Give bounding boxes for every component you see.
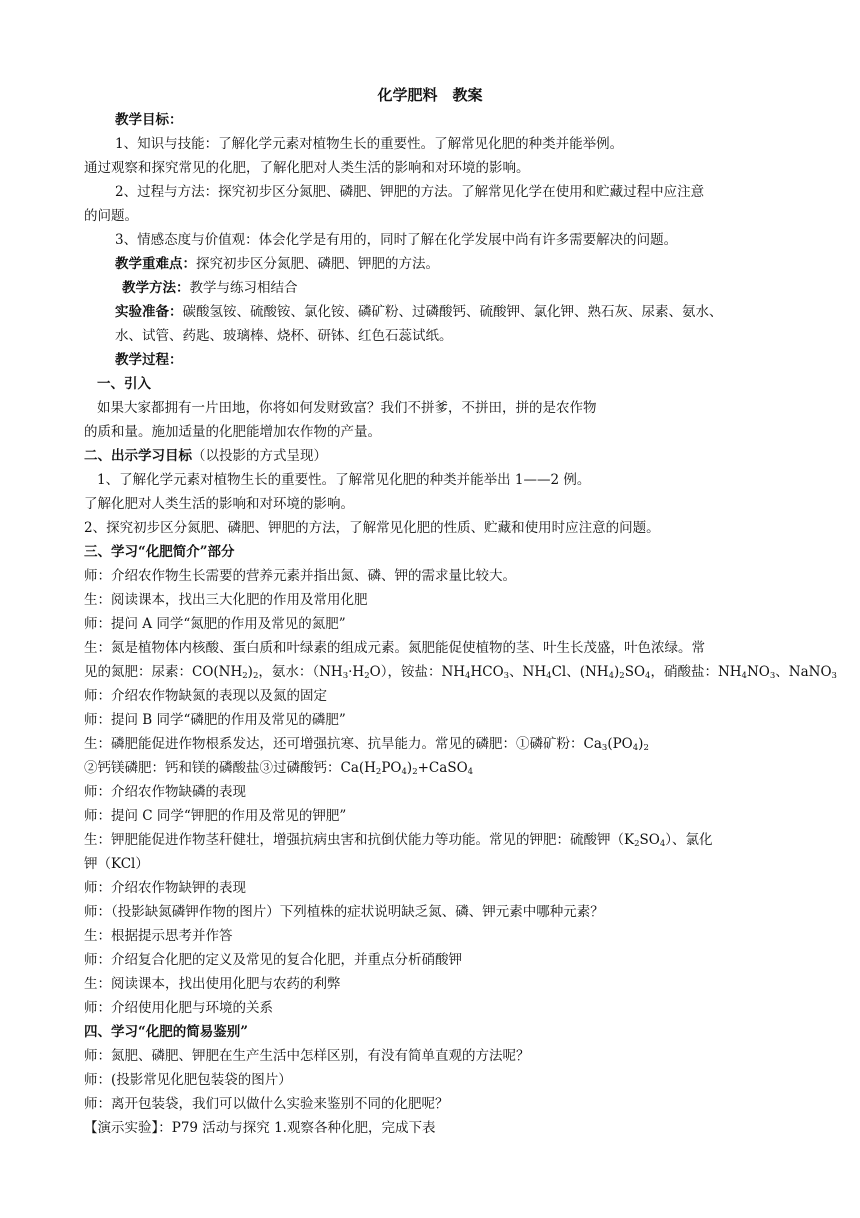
paragraph-10: 师：介绍农作物缺磷的表现 — [84, 784, 246, 800]
teaching-method-label: 教学方法： — [122, 280, 190, 296]
section-1-line-2: 的质和量。施加适量的化肥能增加农作物的产量。 — [84, 424, 381, 440]
goal-1-line-1: 1、知识与技能：了解化学元素对植物生长的重要性。了解常见化肥的种类并能举例。 — [115, 136, 624, 152]
key-points-label: 教学重难点： — [115, 256, 196, 272]
experiment-prep — [115, 300, 800, 324]
phosphate-intro: 生：磷肥能促进作物根系发达，还可增强抗寒、抗旱能力。常见的磷肥：①磷矿粉： — [84, 736, 584, 752]
experiment-prep-text-1: 碳酸氢铵、硫酸铵、氯化铵、磷矿粉、过磷酸钙、硫酸钾、氯化钾、熟石灰、尿素、氨水、 — [182, 304, 723, 320]
demo-experiment-label: 【演示实验】： — [84, 1120, 172, 1136]
potassium-line-end: ）、氯化 — [665, 832, 713, 848]
paragraph-21: 师：(投影常见化肥包装袋的图片） — [84, 1072, 292, 1088]
section-1-line-1: 如果大家都拥有一片田地，你将如何发财致富？我们不拼爹，不拼田，拼的是农作物 — [97, 400, 597, 416]
section-1-heading: 一、引入 — [97, 376, 151, 392]
paragraph-15: 师：（投影缺氮磷钾作物的图片）下列植株的症状说明缺乏氮、磷、钾元素中哪种元素？ — [84, 904, 604, 920]
key-points-text: 探究初步区分氮肥、磷肥、钾肥的方法。 — [196, 256, 439, 272]
phosphate-rock-formula: $Ca_3(PO_4)_2$ — [583, 736, 649, 753]
paragraph-19: 师：介绍使用化肥与环境的关系 — [84, 1000, 273, 1016]
key-points — [115, 252, 800, 276]
paragraph-4: 生：氮是植物体内核酸、蛋白质和叶绿素的组成元素。氮肥能促使植物的茎、叶生长茂盛，叶色浓绿。常 — [84, 640, 705, 656]
teaching-method — [122, 276, 800, 300]
page-title: 化学肥料 教案 — [377, 86, 483, 104]
paragraph-2: 生：阅读课本，找出三大化肥的作用及常用化肥 — [84, 592, 368, 608]
section-2-note: （以投影的方式呈现） — [192, 448, 327, 464]
superphosphate-intro: ②钙镁磷肥：钙和镁的磷酸盐③过磷酸钙： — [84, 760, 341, 776]
goals-heading: 教学目标： — [115, 112, 183, 128]
process-heading: 教学过程： — [115, 352, 183, 368]
goal-3: 3、情感态度与价值观：体会化学是有用的，同时了解在化学发展中尚有许多需要解决的问题。 — [115, 232, 678, 248]
paragraph-22: 师：离开包装袋，我们可以做什么实验来鉴别不同的化肥呢？ — [84, 1096, 449, 1112]
demo-experiment-text: P79 活动与探究 1.观察各种化肥，完成下表 — [171, 1120, 436, 1136]
phosphate-fertilizer-line — [84, 732, 800, 756]
potassium-fertilizer-line — [84, 828, 800, 852]
experiment-prep-label: 实验准备： — [115, 304, 183, 320]
paragraph-13: 钾（KCl） — [84, 856, 149, 872]
paragraph-18: 生：阅读课本，找出使用化肥与农药的利弊 — [84, 976, 341, 992]
goal-1-line-2: 通过观察和探究常见的化肥，了解化肥对人类生活的影响和对环境的影响。 — [84, 160, 530, 176]
superphosphate-line — [84, 756, 800, 780]
demo-experiment-line — [84, 1116, 800, 1140]
paragraph-20: 师：氮肥、磷肥、钾肥在生产生活中怎样区别，有没有简单直观的方法呢？ — [84, 1048, 530, 1064]
section-2-heading: 二、出示学习目标 — [84, 448, 192, 464]
paragraph-7: 师：提问 B 同学“磷肥的作用及常见的磷肥” — [84, 712, 346, 728]
nitrogen-fertilizer-list — [84, 660, 837, 684]
experiment-prep-text-2: 水、试管、药匙、玻璃棒、烧杯、研钵、红色石蕊试纸。 — [115, 328, 453, 344]
potassium-intro: 生：钾肥能促进作物茎秆健壮，增强抗病虫害和抗倒伏能力等功能。常见的钾肥：硫酸钾（ — [84, 832, 624, 848]
teaching-method-text: 教学与练习相结合 — [189, 280, 298, 296]
section-2-heading-line — [84, 444, 800, 468]
goal-2-line-1: 2、过程与方法：探究初步区分氮肥、磷肥、钾肥的方法。了解常见化学在使用和贮藏过程中应注意 — [115, 184, 705, 200]
nitrogen-list-intro: 见的氮肥：尿素： — [84, 664, 192, 680]
section-4-heading: 四、学习“化肥的简易鉴别” — [84, 1024, 249, 1040]
section-2-line-1: 1、了解化学元素对植物生长的重要性。了解常见化肥的种类并能举出 1——2 例。 — [97, 472, 591, 488]
nitrogen-formulas: $CO(NH_2)_2$，氨水：$(NH_3\cdot H_2O)$，铵盐：$NH_4HCO_3$、$NH_4Cl$、$(NH_4)_2SO_4$，硝酸盐：$NH_4NO_3$、NaNO$_3$ — [192, 664, 837, 681]
potassium-sulfate-formula: $K_2SO_4$ — [624, 832, 666, 849]
superphosphate-formula: $Ca(H_2PO_4)_2+CaSO_4$ — [340, 760, 474, 777]
paragraph-6: 师：介绍农作物缺氮的表现以及氮的固定 — [84, 688, 327, 704]
section-2-line-3: 2、探究初步区分氮肥、磷肥、钾肥的方法，了解常见化肥的性质、贮藏和使用时应注意的问题。 — [84, 520, 660, 536]
paragraph-3: 师：提问 A 同学“氮肥的作用及常见的氮肥” — [84, 616, 346, 632]
section-2-line-2: 了解化肥对人类生活的影响和对环境的影响。 — [84, 496, 354, 512]
paragraph-16: 生：根据提示思考并作答 — [84, 928, 233, 944]
section-3-heading: 三、学习“化肥简介”部分 — [84, 544, 235, 560]
paragraph-11: 师：提问 C 同学“钾肥的作用及常见的钾肥” — [84, 808, 347, 824]
goal-2-line-2: 的问题。 — [84, 208, 138, 224]
paragraph-1: 师：介绍农作物生长需要的营养元素并指出氮、磷、钾的需求量比较大。 — [84, 568, 516, 584]
paragraph-14: 师：介绍农作物缺钾的表现 — [84, 880, 246, 896]
paragraph-17: 师：介绍复合化肥的定义及常见的复合化肥，并重点分析硝酸钾 — [84, 952, 462, 968]
